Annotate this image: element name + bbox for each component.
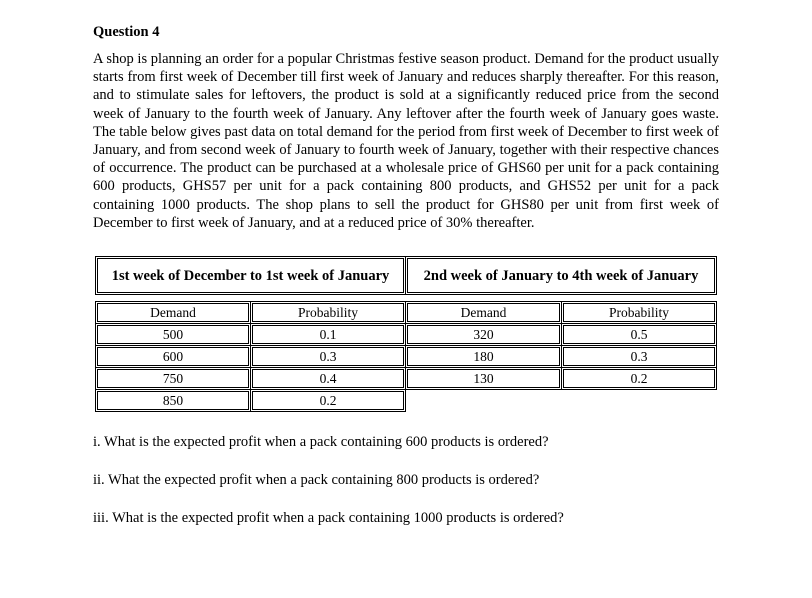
period2-demand-cell: 130 xyxy=(406,368,562,390)
period1-probability-cell: 0.4 xyxy=(251,368,406,390)
demand-table xyxy=(95,256,717,412)
period1-probability-cell: 0.2 xyxy=(251,390,406,412)
period2-demand-header: Demand xyxy=(406,302,562,324)
period1-probability-cell: 0.1 xyxy=(251,324,406,346)
table-row xyxy=(96,324,717,346)
period1-demand-cell: 750 xyxy=(96,368,251,390)
period2-probability-cell: 0.5 xyxy=(562,324,717,346)
period2-header: 2nd week of January to 4th week of January xyxy=(406,257,717,295)
table-row xyxy=(96,346,717,368)
sub-questions xyxy=(93,433,564,547)
table-row xyxy=(96,390,717,412)
period2-demand-cell: 180 xyxy=(406,346,562,368)
period2-probability-cell: 0.2 xyxy=(562,368,717,390)
question-body: A shop is planning an order for a popular Christmas festive season product. Demand for the product usually starts from first week of December till first week of January and reduces sharply thereafter. For this reason, and to stimulate sales for leftovers, the product is sold at a significantly reduced price from the second week of January to the fourth week of January. Any leftover after the fourth week of January goes waste. The table below gives past data on total demand for the period from first week of December to first week of January, and from second week of January to fourth week of January, together with their respective chances of occurrence. The product can be purchased at a wholesale price of GHS60 per unit for a pack containing 600 products, GHS57 per unit for a pack containing 800 products, and GHS52 per unit for a pack containing 1000 products. The shop plans to sell the product for GHS80 per unit from first week of December to first week of January, and at a reduced price of 30% thereafter. xyxy=(93,51,719,231)
period1-demand-cell: 600 xyxy=(96,346,251,368)
period1-demand-header: Demand xyxy=(96,302,251,324)
sub-question-3: iii. What is the expected profit when a pack containing 1000 products is ordered? xyxy=(93,510,564,526)
period1-demand-cell: 850 xyxy=(96,390,251,412)
table-row xyxy=(96,368,717,390)
period2-probability-cell: 0.3 xyxy=(562,346,717,368)
sub-question-2: ii. What the expected profit when a pack containing 800 products is ordered? xyxy=(93,472,540,488)
period1-header: 1st week of December to 1st week of January xyxy=(96,257,406,295)
period1-probability-cell: 0.3 xyxy=(251,346,406,368)
period1-demand-cell: 500 xyxy=(96,324,251,346)
sub-question-1: i. What is the expected profit when a pack containing 600 products is ordered? xyxy=(93,434,549,450)
period1-probability-header: Probability xyxy=(251,302,406,324)
question-title: Question 4 xyxy=(93,24,160,40)
period2-demand-cell: 320 xyxy=(406,324,562,346)
period2-probability-header: Probability xyxy=(562,302,717,324)
